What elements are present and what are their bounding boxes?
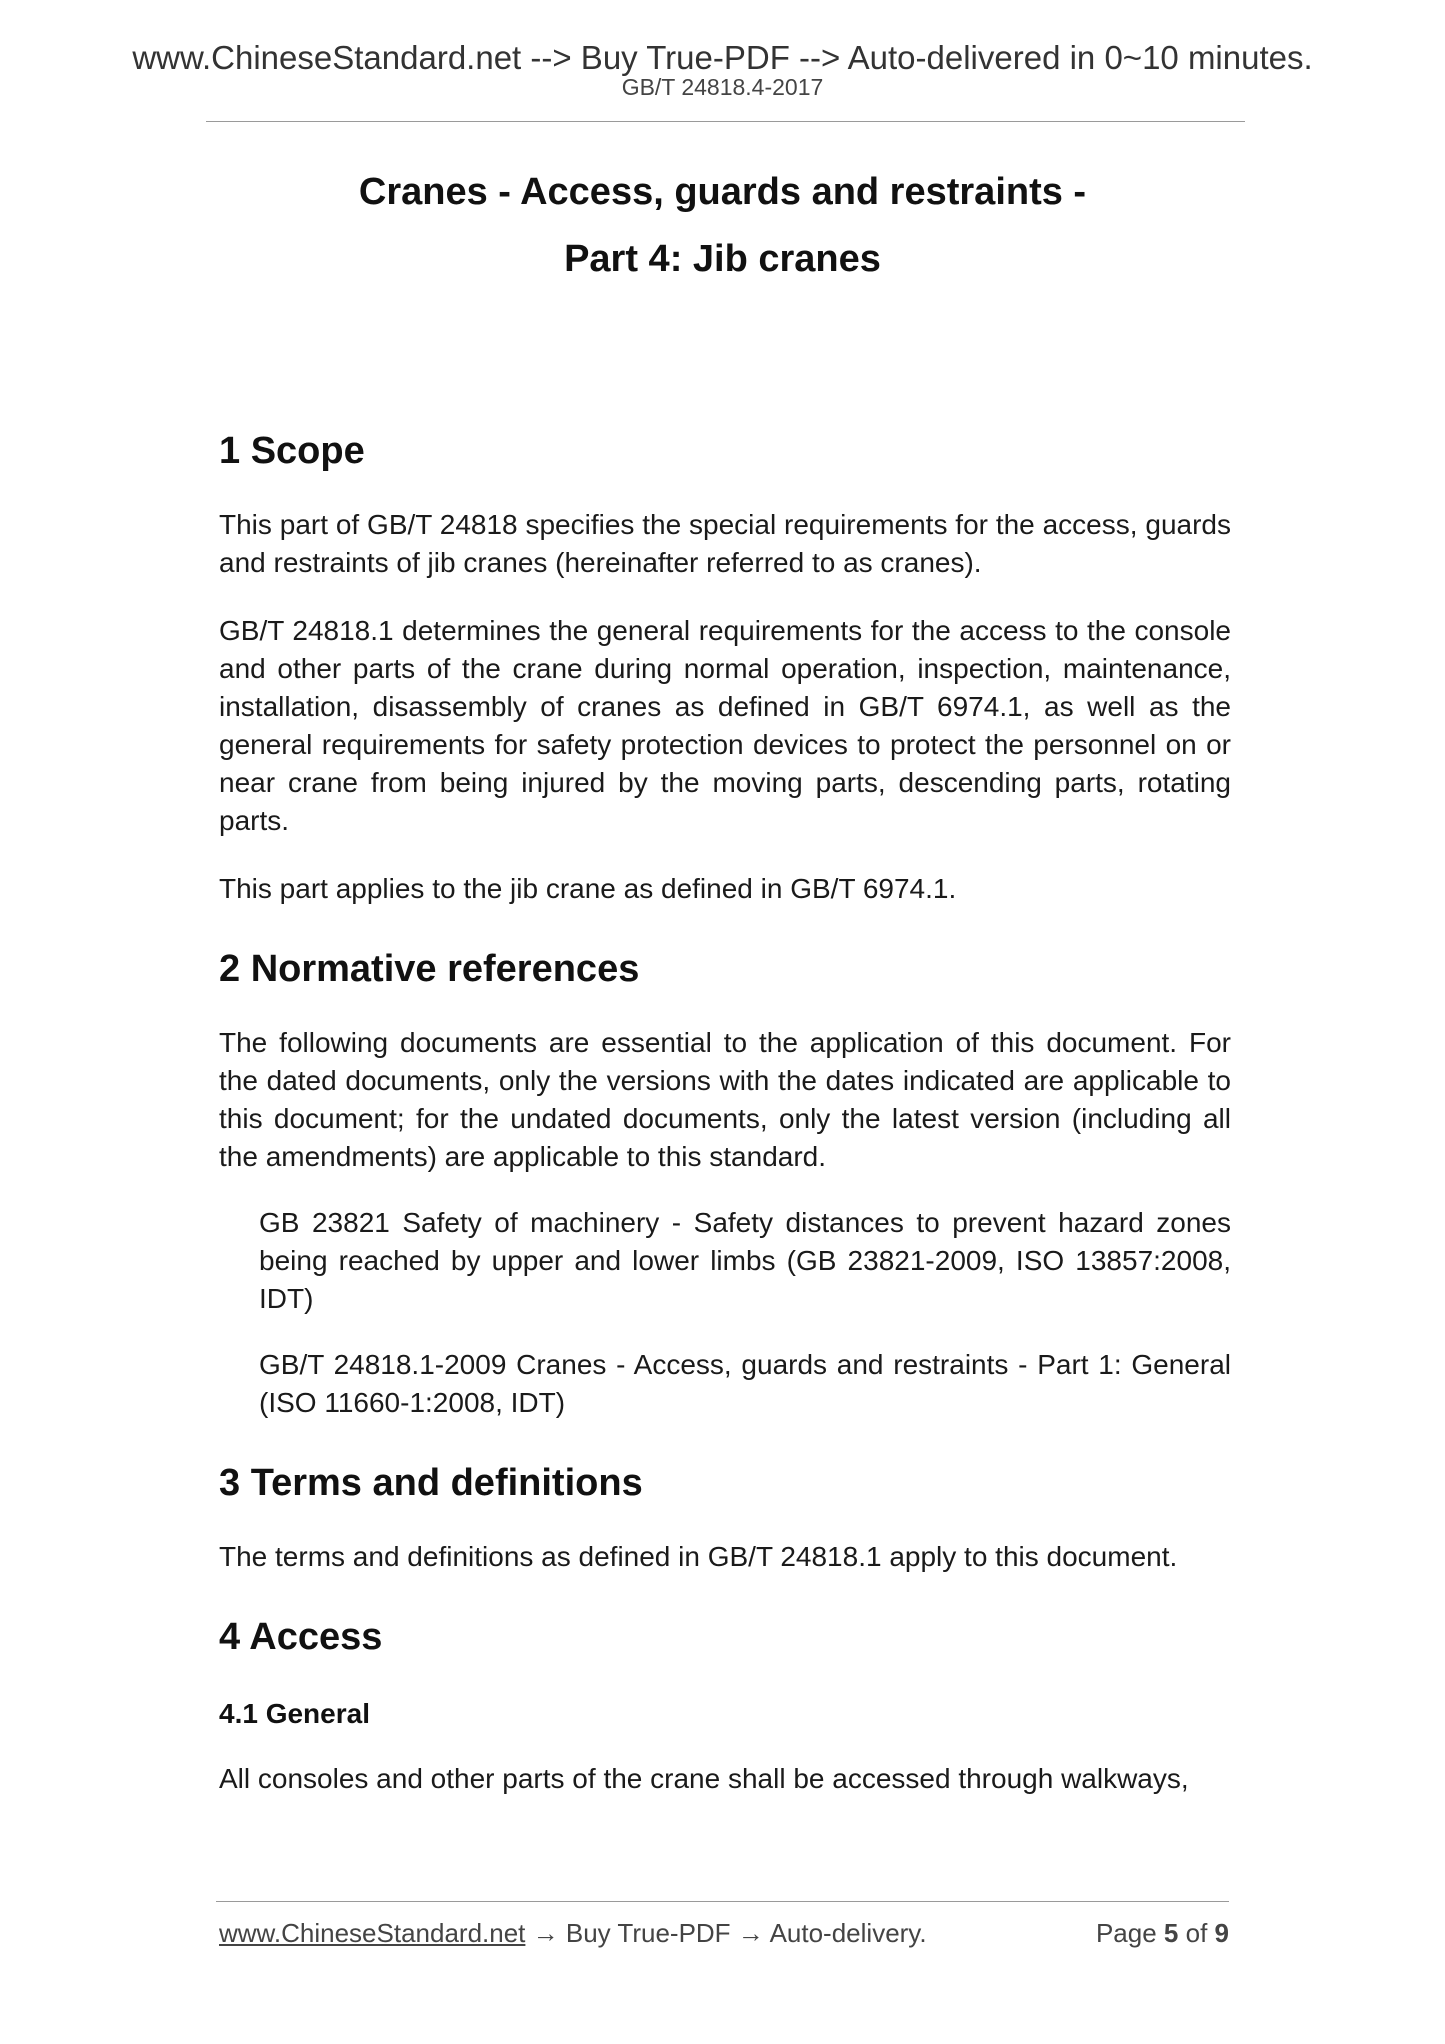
scope-paragraph-2: GB/T 24818.1 determines the general requirements for the access to the console and other parts of the crane during normal operation, inspection, maintenance, installation, disassembly of cranes as defined in GB/T 6974.1, as well as the general requirements for safety protection devices to protect the personnel on or near crane from being injured by the moving parts, descending parts, rotating parts. — [219, 615, 1231, 836]
footer-site-link[interactable]: www.ChineseStandard.net — [219, 1918, 526, 1948]
access-general-paragraph-1: All consoles and other parts of the crane shall be accessed through walkways, — [219, 1763, 1189, 1794]
reference-item-gb-23821: GB 23821 Safety of machinery - Safety distances to prevent hazard zones being reached by upper and lower limbs (GB 23821-2009, ISO 13857:2008, IDT) — [259, 1207, 1231, 1314]
document-code: GB/T 24818.4-2017 — [621, 74, 824, 100]
subsection-heading-general: 4.1 General — [219, 1698, 370, 1729]
header-divider — [206, 121, 1245, 122]
normative-paragraph-1: The following documents are essential to the application of this document. For the dated documents, only the versions with the dates indicated are applicable to this document; for the undated documents, only the latest version (including all the amendments) are applicable to this standard. — [219, 1027, 1231, 1172]
document-subtitle: Part 4: Jib cranes — [564, 238, 881, 280]
scope-paragraph-1: This part of GB/T 24818 specifies the special requirements for the access, guards and restraints of jib cranes (hereinafter referred to as cranes). — [219, 509, 1231, 578]
page-label: Page — [1095, 1918, 1157, 1948]
scope-paragraph-3: This part applies to the jib crane as defined in GB/T 6974.1. — [219, 873, 957, 904]
terms-paragraph-1: The terms and definitions as defined in GB/T 24818.1 apply to this document. — [219, 1541, 1178, 1572]
section-heading-normative-references: 2 Normative references — [219, 948, 640, 990]
page-current: 5 — [1163, 1918, 1179, 1948]
section-heading-terms-and-definitions: 3 Terms and definitions — [219, 1462, 643, 1504]
footer-divider — [216, 1901, 1229, 1902]
header-banner: www.ChineseStandard.net --> Buy True-PDF --> Auto-delivered in 0~10 minutes. — [132, 39, 1313, 76]
page-footer — [219, 1917, 1229, 1949]
document-body — [219, 424, 1231, 1798]
page-total: 9 — [1214, 1918, 1229, 1948]
footer-tagline: → Buy True-PDF → Auto-delivery. — [525, 1918, 927, 1948]
section-heading-scope: 1 Scope — [219, 430, 365, 472]
reference-item-gbt-24818-1: GB/T 24818.1-2009 Cranes - Access, guards and restraints - Part 1: General (ISO 11660-1:2008, IDT) — [259, 1349, 1231, 1418]
section-heading-access: 4 Access — [219, 1616, 383, 1658]
document-title: Cranes - Access, guards and restraints - — [358, 171, 1087, 213]
page-indicator — [1096, 1917, 1229, 1949]
page-of-label: of — [1185, 1918, 1208, 1948]
